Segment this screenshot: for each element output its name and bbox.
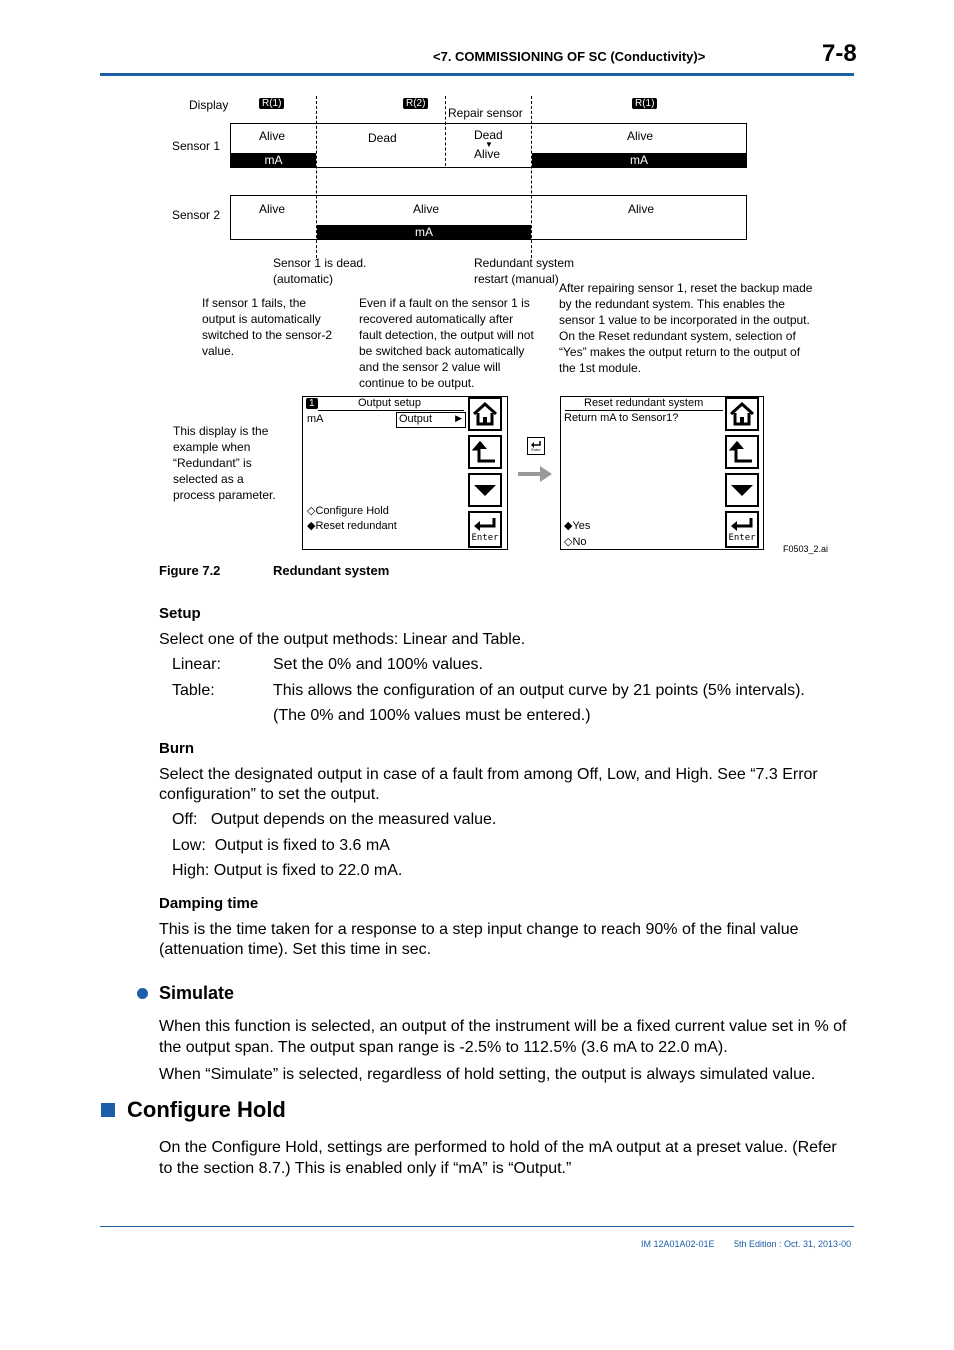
square-bullet-icon (101, 1103, 115, 1117)
table-label: Table: (172, 682, 215, 699)
enter-button-2[interactable]: Enter (725, 511, 759, 548)
burn-intro-1: Select the designated output in case of a fault from among Off, Low, and High. See “7.3 Error (159, 766, 818, 783)
event2-line1: Redundant system (474, 256, 575, 270)
figure-caption: Redundant system (273, 563, 390, 578)
sensor1-label: Sensor 1 (172, 139, 221, 153)
s1-alive-after: Alive (474, 147, 501, 161)
sensor2-ma-bar: mA (317, 225, 531, 239)
setup-heading: Setup (159, 605, 201, 622)
burn-low: Low: Output is fixed to 3.6 mA (172, 837, 390, 854)
down-button-2[interactable] (725, 473, 759, 507)
enter-icon (729, 516, 755, 534)
down-arrow-icon: ▼ (485, 140, 493, 149)
screen2-title: Reset redundant system (584, 397, 704, 409)
simulate-heading: Simulate (159, 983, 235, 1003)
back-button[interactable] (468, 435, 502, 469)
page-number: 7-8 (822, 40, 857, 67)
down-triangle-icon (472, 480, 498, 500)
damping-heading: Damping time (159, 895, 259, 912)
burn-heading: Burn (159, 740, 194, 757)
burn-off: Off: Output depends on the measured value. (172, 811, 497, 828)
display-label: Display (189, 98, 229, 112)
event2-line2: restart (manual) (474, 272, 559, 286)
enter-icon (472, 516, 498, 534)
enter-button[interactable]: Enter (468, 511, 502, 548)
sensor1-ma-bar-1: mA (231, 153, 316, 167)
table-text-2: (The 0% and 100% values must be entered.) (273, 707, 591, 724)
linear-label: Linear: (172, 656, 221, 673)
section-header: <7. COMMISSIONING OF SC (Conductivity)> (433, 49, 706, 64)
setup-intro: Select one of the output methods: Linear and Table. (159, 631, 526, 648)
event-line-repair (445, 96, 446, 166)
figure-number: Figure 7.2 (159, 563, 221, 578)
s1-alive-1: Alive (259, 129, 286, 143)
screen1-ma-label: mA (307, 413, 324, 425)
yes-option[interactable]: ◆Yes (564, 520, 591, 532)
display-badge-r2: R(2) (403, 98, 428, 109)
screen2-title-rule (565, 410, 723, 411)
event1-line1: Sensor 1 is dead. (273, 256, 367, 270)
burn-high: High: Output is fixed to 22.0 mA. (172, 862, 403, 879)
home-icon (728, 401, 756, 427)
configure-hold-item[interactable]: ◇Configure Hold (307, 505, 389, 517)
figure-file-id: F0503_2.ai (783, 544, 829, 554)
simulate-p1-l1: When this function is selected, an output of the instrument will be a fixed current value set in % of (159, 1018, 847, 1035)
screen1-title-rule (318, 410, 464, 411)
back-arrow-icon (471, 439, 499, 465)
dropdown-arrow-icon: ▶ (455, 413, 462, 423)
display-badge-r1b: R(1) (632, 98, 657, 109)
s1-alive-3: Alive (627, 129, 654, 143)
event-line-2 (531, 96, 532, 258)
s2-alive-1: Alive (259, 202, 286, 216)
bullet-icon (137, 988, 148, 999)
note-2: Even if a fault on the sensor 1 is recovered automatically after fault detection, the output will not be switched back automatically and the sensor 2 value will continue to be output. (359, 296, 534, 390)
note-4: This display is the example when “Redundant” is selected as a process parameter. (173, 424, 276, 502)
header-rule (100, 73, 854, 76)
table-text: This allows the configuration of an output curve by 21 points (5% intervals). (273, 682, 805, 699)
footer-doc-id: IM 12A01A02-01E (641, 1239, 715, 1249)
home-icon (471, 401, 499, 427)
simulate-p2: When “Simulate” is selected, regardless of hold setting, the output is always simulated value. (159, 1066, 816, 1083)
damping-line-1: This is the time taken for a response to a step input change to reach 90% of the final value (159, 921, 799, 938)
configure-hold-l1: On the Configure Hold, settings are performed to hold of the mA output at a preset value. (Refer (159, 1139, 837, 1156)
s2-alive-3: Alive (628, 202, 655, 216)
down-triangle-icon (729, 480, 755, 500)
s2-alive-2: Alive (413, 202, 440, 216)
note-3: After repairing sensor 1, reset the backup made by the redundant system. This enables the sensor 1 value to be incorporated in the output. On the Reset redundant system, selection of “Yes” makes the output return to the output of the 1st module. (559, 281, 813, 375)
sensor1-ma-bar-2: mA (532, 153, 746, 167)
event-line-1 (316, 96, 317, 258)
home-button[interactable] (468, 397, 502, 431)
sensor2-label: Sensor 2 (172, 208, 221, 222)
back-arrow-icon (728, 439, 756, 465)
no-option[interactable]: ◇No (564, 536, 587, 548)
configure-hold-heading: Configure Hold (127, 1097, 286, 1122)
s1-dead: Dead (368, 131, 397, 145)
footer-edition: 5th Edition : Oct. 31, 2013-00 (734, 1239, 852, 1249)
footer-rule (100, 1226, 854, 1227)
event1-line2: (automatic) (273, 272, 334, 286)
screen1-output-dropdown[interactable]: Output ▶ (396, 412, 466, 428)
damping-line-2: (attenuation time). Set this time in sec. (159, 941, 432, 958)
display-badge-r1: R(1) (259, 98, 284, 109)
enter-key-icon: Enter (527, 437, 545, 455)
repair-sensor-label: Repair sensor (448, 106, 523, 120)
simulate-p1-l2: the output span. The output span range is -2.5% to 112.5% (3.6 mA to 22.0 mA). (159, 1039, 728, 1056)
configure-hold-l2: to the section 8.7.) This is enabled only if “mA” is “Output.” (159, 1160, 572, 1177)
burn-intro-2: configuration” to set the output. (159, 786, 380, 803)
s1-dead-2: Dead (474, 128, 503, 142)
right-arrow-icon (516, 464, 554, 484)
down-button[interactable] (468, 473, 502, 507)
screen1-title: Output setup (358, 397, 421, 409)
linear-text: Set the 0% and 100% values. (273, 656, 483, 673)
back-button-2[interactable] (725, 435, 759, 469)
screen2-question: Return mA to Sensor1? (564, 412, 679, 424)
screen-number-badge: 1 (306, 398, 318, 409)
note-1: If sensor 1 fails, the output is automatically switched to the sensor-2 value. (202, 296, 333, 358)
home-button-2[interactable] (725, 397, 759, 431)
reset-redundant-item[interactable]: ◆Reset redundant (307, 520, 397, 532)
